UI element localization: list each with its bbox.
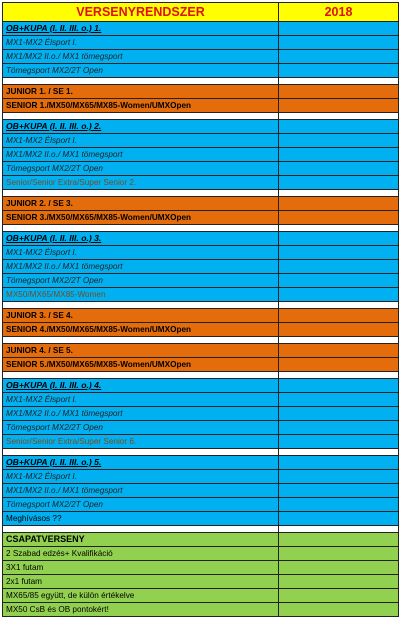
table-row — [3, 176, 399, 190]
year-cell[interactable] — [279, 470, 399, 484]
year-cell[interactable] — [279, 456, 399, 470]
year-cell[interactable] — [279, 323, 399, 337]
year-cell[interactable] — [279, 260, 399, 274]
table-row — [3, 211, 399, 225]
spacer-row — [3, 78, 399, 85]
year-cell[interactable] — [279, 232, 399, 246]
table-row — [3, 148, 399, 162]
event-cell[interactable]: Tömegsport MX2/2T Open — [3, 498, 279, 512]
event-cell[interactable]: MX1-MX2 Élsport I. — [3, 393, 279, 407]
year-cell[interactable] — [279, 99, 399, 113]
event-cell[interactable]: SENIOR 3./MX50/MX65/MX85-Women/UMXOpen — [3, 211, 279, 225]
table-row — [3, 50, 399, 64]
event-cell[interactable]: MX1/MX2 II.o./ MX1 tömegsport — [3, 148, 279, 162]
table-row — [3, 309, 399, 323]
event-cell[interactable]: Senior/Senior Extra/Super Senior 2. — [3, 176, 279, 190]
header-versenyrendszer[interactable]: VERSENYRENDSZER — [3, 3, 279, 22]
year-cell[interactable] — [279, 176, 399, 190]
year-cell[interactable] — [279, 484, 399, 498]
table-row — [3, 358, 399, 372]
event-cell[interactable]: MX1-MX2 Élsport I. — [3, 470, 279, 484]
spacer-cell[interactable] — [3, 190, 279, 197]
event-cell[interactable]: SENIOR 4./MX50/MX65/MX85-Women/UMXOpen — [3, 323, 279, 337]
year-cell[interactable] — [279, 561, 399, 575]
table-row — [3, 533, 399, 547]
spacer-row — [3, 449, 399, 456]
table-row — [3, 470, 399, 484]
year-cell[interactable] — [279, 190, 399, 197]
year-cell[interactable] — [279, 120, 399, 134]
table-row — [3, 561, 399, 575]
spacer-row — [3, 337, 399, 344]
year-cell[interactable] — [279, 358, 399, 372]
event-cell[interactable]: MX1/MX2 II.o./ MX1 tömegsport — [3, 484, 279, 498]
year-cell[interactable] — [279, 344, 399, 358]
event-cell[interactable]: 2 Szabad edzés+ Kvalifikáció — [3, 547, 279, 561]
event-cell[interactable]: MX1/MX2 II.o./ MX1 tömegsport — [3, 260, 279, 274]
year-cell[interactable] — [279, 246, 399, 260]
event-cell[interactable]: 2x1 futam — [3, 575, 279, 589]
year-cell[interactable] — [279, 162, 399, 176]
table-row — [3, 36, 399, 50]
table-row — [3, 99, 399, 113]
table-row — [3, 456, 399, 470]
year-cell[interactable] — [279, 85, 399, 99]
event-cell[interactable]: Meghívásos ?? — [3, 512, 279, 526]
event-cell[interactable]: JUNIOR 1. / SE 1. — [3, 85, 279, 99]
table-row — [3, 512, 399, 526]
event-cell[interactable]: OB+KUPA (I. II. III. o.) 5. — [3, 456, 279, 470]
year-cell[interactable] — [279, 288, 399, 302]
event-cell[interactable]: MX1/MX2 II.o./ MX1 tömegsport — [3, 407, 279, 421]
event-cell[interactable]: SENIOR 5./MX50/MX65/MX85-Women/UMXOpen — [3, 358, 279, 372]
year-cell[interactable] — [279, 309, 399, 323]
year-cell[interactable] — [279, 78, 399, 85]
table-row — [3, 603, 399, 617]
year-cell[interactable] — [279, 589, 399, 603]
spacer-cell[interactable] — [3, 113, 279, 120]
spacer-row — [3, 113, 399, 120]
table-row — [3, 134, 399, 148]
schedule-rows — [3, 22, 399, 617]
spacer-cell[interactable] — [3, 225, 279, 232]
event-cell[interactable]: 3X1 futam — [3, 561, 279, 575]
year-cell[interactable] — [279, 498, 399, 512]
year-cell[interactable] — [279, 134, 399, 148]
schedule-table — [2, 2, 399, 617]
table-row — [3, 379, 399, 393]
year-cell[interactable] — [279, 435, 399, 449]
table-row — [3, 421, 399, 435]
year-cell[interactable] — [279, 50, 399, 64]
year-cell[interactable] — [279, 302, 399, 309]
table-row — [3, 589, 399, 603]
spacer-cell[interactable] — [3, 449, 279, 456]
event-cell[interactable]: OB+KUPA (I. II. III. o.) 1. — [3, 22, 279, 36]
table-row — [3, 85, 399, 99]
table-row — [3, 393, 399, 407]
year-cell[interactable] — [279, 22, 399, 36]
event-cell[interactable]: OB+KUPA (I. II. III. o.) 4. — [3, 379, 279, 393]
year-cell[interactable] — [279, 337, 399, 344]
event-cell[interactable]: MX1/MX2 II.o./ MX1 tömegsport — [3, 50, 279, 64]
table-row — [3, 274, 399, 288]
year-cell[interactable] — [279, 274, 399, 288]
table-row — [3, 22, 399, 36]
event-cell[interactable]: MX65/85 együtt, de külön értékelve — [3, 589, 279, 603]
spacer-row — [3, 526, 399, 533]
spacer-cell[interactable] — [3, 526, 279, 533]
year-cell[interactable] — [279, 225, 399, 232]
table-row — [3, 197, 399, 211]
spacer-row — [3, 302, 399, 309]
table-row — [3, 288, 399, 302]
spacer-cell[interactable] — [3, 337, 279, 344]
table-row — [3, 64, 399, 78]
table-row — [3, 498, 399, 512]
year-cell[interactable] — [279, 421, 399, 435]
year-cell[interactable] — [279, 372, 399, 379]
spacer-row — [3, 372, 399, 379]
year-cell[interactable] — [279, 575, 399, 589]
event-cell[interactable]: Tömegsport MX2/2T Open — [3, 274, 279, 288]
table-row — [3, 575, 399, 589]
event-cell[interactable]: OB+KUPA (I. II. III. o.) 3. — [3, 232, 279, 246]
event-cell[interactable]: JUNIOR 2. / SE 3. — [3, 197, 279, 211]
table-row — [3, 323, 399, 337]
event-cell[interactable]: MX1-MX2 Élsport I. — [3, 36, 279, 50]
table-row — [3, 246, 399, 260]
event-cell[interactable]: Tömegsport MX2/2T Open — [3, 162, 279, 176]
year-cell[interactable] — [279, 113, 399, 120]
event-cell[interactable]: MX1-MX2 Élsport I. — [3, 134, 279, 148]
table-row — [3, 484, 399, 498]
table-row — [3, 120, 399, 134]
year-cell[interactable] — [279, 533, 399, 547]
spacer-row — [3, 190, 399, 197]
year-cell[interactable] — [279, 379, 399, 393]
spacer-cell[interactable] — [3, 302, 279, 309]
year-cell[interactable] — [279, 449, 399, 456]
year-cell[interactable] — [279, 64, 399, 78]
year-cell[interactable] — [279, 36, 399, 50]
year-cell[interactable] — [279, 512, 399, 526]
event-cell[interactable]: OB+KUPA (I. II. III. o.) 2. — [3, 120, 279, 134]
year-cell[interactable] — [279, 547, 399, 561]
event-cell[interactable]: CSAPATVERSENY — [3, 533, 279, 547]
spacer-row — [3, 225, 399, 232]
year-cell[interactable] — [279, 603, 399, 617]
table-row — [3, 232, 399, 246]
event-cell[interactable]: JUNIOR 4. / SE 5. — [3, 344, 279, 358]
event-cell[interactable]: SENIOR 1./MX50/MX65/MX85-Women/UMXOpen — [3, 99, 279, 113]
year-cell[interactable] — [279, 148, 399, 162]
table-row — [3, 407, 399, 421]
schedule-sheet — [2, 2, 398, 617]
header-row — [3, 3, 399, 22]
header-year[interactable]: 2018 — [279, 3, 399, 22]
year-cell[interactable] — [279, 197, 399, 211]
event-cell[interactable]: MX50 CsB és OB pontokért! — [3, 603, 279, 617]
event-cell[interactable]: MX1-MX2 Élsport I. — [3, 246, 279, 260]
event-cell[interactable]: MX50/MX65/MX85-Women — [3, 288, 279, 302]
year-cell[interactable] — [279, 407, 399, 421]
spacer-cell[interactable] — [3, 78, 279, 85]
year-cell[interactable] — [279, 393, 399, 407]
year-cell[interactable] — [279, 526, 399, 533]
year-cell[interactable] — [279, 211, 399, 225]
event-cell[interactable]: Senior/Senior Extra/Super Senior 6. — [3, 435, 279, 449]
table-row — [3, 162, 399, 176]
event-cell[interactable]: Tömegsport MX2/2T Open — [3, 64, 279, 78]
table-row — [3, 547, 399, 561]
table-row — [3, 344, 399, 358]
table-row — [3, 260, 399, 274]
event-cell[interactable]: Tömegsport MX2/2T Open — [3, 421, 279, 435]
event-cell[interactable]: JUNIOR 3. / SE 4. — [3, 309, 279, 323]
spacer-cell[interactable] — [3, 372, 279, 379]
table-row — [3, 435, 399, 449]
